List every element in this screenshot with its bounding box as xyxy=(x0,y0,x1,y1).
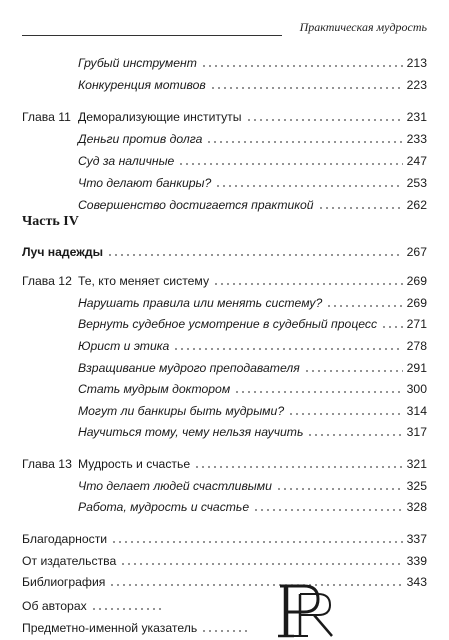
toc-entry xyxy=(22,357,427,375)
page-number: 253 xyxy=(406,176,427,190)
entry-title: Грубый инструмент xyxy=(78,56,197,70)
dot-leader xyxy=(213,274,403,286)
dot-leader xyxy=(201,56,403,68)
dot-leader xyxy=(253,500,403,512)
page-number: 223 xyxy=(406,78,427,92)
entry-title: Вернуть судебное усмотрение в судебный процесс xyxy=(78,317,378,331)
page-number: 343 xyxy=(406,575,427,589)
chapter-number: Глава 12 xyxy=(22,274,72,288)
entry-title: Суд за наличные xyxy=(78,154,175,168)
dot-leader xyxy=(304,361,403,373)
toc-entry xyxy=(22,400,427,418)
dot-leader xyxy=(210,78,403,90)
dot-leader xyxy=(215,176,402,188)
toc-entry xyxy=(22,550,427,568)
publisher-logo xyxy=(270,580,340,638)
toc-entry xyxy=(22,496,427,514)
toc-entry xyxy=(22,52,427,70)
dot-leader xyxy=(120,554,402,566)
header-rule xyxy=(22,35,282,36)
entry-title: От издательства xyxy=(22,554,117,568)
dot-leader xyxy=(276,479,403,491)
entry-title: Работа, мудрость и счастье xyxy=(78,500,250,514)
dot-leader xyxy=(91,599,163,611)
entry-title: Те, кто меняет систему xyxy=(78,274,210,288)
dot-leader xyxy=(111,532,403,544)
page-number: 278 xyxy=(406,339,427,353)
page-number: 247 xyxy=(406,154,427,168)
toc-entry xyxy=(22,241,427,259)
toc-entry xyxy=(22,453,427,471)
page-number: 269 xyxy=(406,296,427,310)
page-number: 325 xyxy=(406,479,427,493)
chapter-number: Глава 13 xyxy=(22,457,72,471)
page-number: 269 xyxy=(406,274,427,288)
page-number: 321 xyxy=(406,457,427,471)
dot-leader xyxy=(246,110,403,122)
entry-title: Совершенство достигается практикой xyxy=(78,198,314,212)
toc-entry xyxy=(22,378,427,396)
dot-leader xyxy=(307,425,402,437)
page-number: 328 xyxy=(406,500,427,514)
toc-entry xyxy=(22,74,427,92)
toc-entry xyxy=(22,571,427,589)
dot-leader xyxy=(318,198,403,210)
dot-leader xyxy=(194,457,403,469)
entry-title: Деньги против долга xyxy=(78,132,203,146)
page-number: 314 xyxy=(406,404,427,418)
dot-leader xyxy=(381,317,403,329)
toc-entry xyxy=(22,617,427,635)
dot-leader xyxy=(173,339,402,351)
dot-leader xyxy=(109,575,402,587)
toc-entry xyxy=(22,595,427,613)
dot-leader xyxy=(107,245,403,257)
dot-leader xyxy=(326,296,402,308)
toc-entry xyxy=(22,421,427,439)
dot-leader xyxy=(206,132,402,144)
entry-title: Стать мудрым доктором xyxy=(78,382,231,396)
entry-title: Деморализующие институты xyxy=(78,110,242,124)
running-head: Практическая мудрость xyxy=(299,20,427,34)
entry-title: Что делают банкиры? xyxy=(78,176,212,190)
entry-title: Взращивание мудрого преподавателя xyxy=(78,361,300,375)
toc-entry xyxy=(22,528,427,546)
page-number: 337 xyxy=(406,532,427,546)
toc-entry xyxy=(22,106,427,124)
entry-title: Могут ли банкиры быть мудрыми? xyxy=(78,404,285,418)
toc-entry xyxy=(22,335,427,353)
toc-entry xyxy=(22,194,427,212)
toc-entry xyxy=(22,172,427,190)
page-number: 233 xyxy=(406,132,427,146)
entry-title: Конкуренция мотивов xyxy=(78,78,206,92)
toc-entry xyxy=(22,128,427,146)
dot-leader xyxy=(201,621,249,633)
dot-leader xyxy=(178,154,402,166)
entry-title: Научиться тому, чему нельзя научить xyxy=(78,425,304,439)
dot-leader xyxy=(288,404,403,416)
toc-entry xyxy=(22,475,427,493)
page-number: 271 xyxy=(406,317,427,331)
toc-entry xyxy=(22,292,427,310)
page-number: 213 xyxy=(406,56,427,70)
page-number: 267 xyxy=(406,245,427,259)
entry-title: Благодарности xyxy=(22,532,108,546)
entry-title: Мудрость и счастье xyxy=(78,457,191,471)
entry-title: Библиография xyxy=(22,575,106,589)
part-heading: Часть IV xyxy=(22,214,79,229)
entry-title: Предметно-именной указатель xyxy=(22,621,198,635)
entry-title: Луч надежды xyxy=(22,245,104,259)
page-number: 291 xyxy=(406,361,427,375)
toc-entry xyxy=(22,313,427,331)
page-number: 300 xyxy=(406,382,427,396)
dot-leader xyxy=(234,382,402,394)
page-number: 262 xyxy=(406,198,427,212)
page-number: 317 xyxy=(406,425,427,439)
page-number: 231 xyxy=(406,110,427,124)
entry-title: Нарушать правила или менять систему? xyxy=(78,296,323,310)
page-number: 339 xyxy=(406,554,427,568)
entry-title: Юрист и этика xyxy=(78,339,170,353)
toc-entry xyxy=(22,270,427,288)
entry-title: Об авторах xyxy=(22,599,87,613)
chapter-number: Глава 11 xyxy=(22,110,71,124)
toc-entry xyxy=(22,150,427,168)
entry-title: Что делает людей счастливыми xyxy=(78,479,272,493)
